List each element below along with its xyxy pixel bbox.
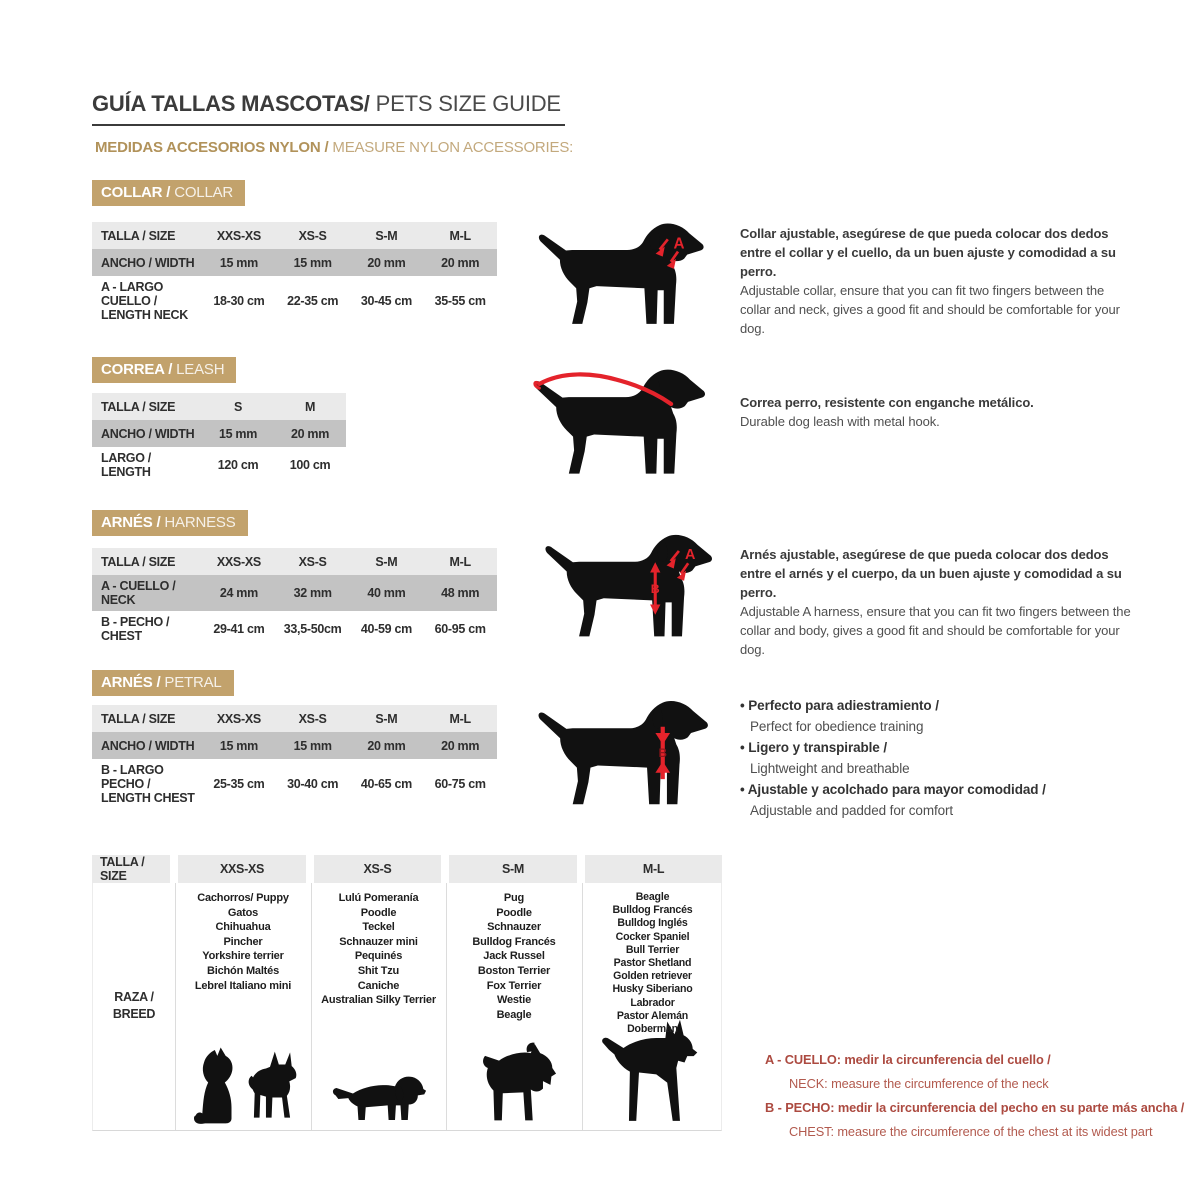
- leash-size-table: [92, 393, 346, 483]
- cell-value: 48 mm: [441, 586, 480, 600]
- table-row: [92, 548, 497, 575]
- table-row: [92, 420, 346, 447]
- breed-item: Jack Russel: [483, 950, 545, 963]
- chihuahua-silhouette: [245, 1050, 303, 1124]
- cell-value: 40 mm: [367, 586, 406, 600]
- table-row: [92, 393, 346, 420]
- dachshund-silhouette: [331, 1072, 427, 1126]
- breed-item: Doberman: [627, 1023, 678, 1036]
- badge-label-en: COLLAR: [174, 184, 234, 201]
- cell-value: 15 mm: [293, 255, 332, 270]
- svg-text:B: B: [658, 748, 667, 761]
- note-en: NECK: measure the circumference of the neck: [789, 1076, 1049, 1091]
- badge-label-en: LEASH: [176, 361, 225, 378]
- breed-item: Lulú Pomeranía: [338, 892, 419, 904]
- breed-table-body: [92, 883, 722, 1131]
- breed-item: Husky Siberiano: [612, 983, 693, 996]
- breed-row-label-en: BREED: [112, 1007, 156, 1021]
- cell-value: 20 mm: [367, 738, 406, 753]
- leash-handle: [535, 383, 539, 389]
- table-row: [92, 759, 497, 809]
- cell-value: 120 cm: [217, 458, 259, 472]
- row-label: ANCHO / WIDTH: [101, 426, 195, 441]
- cell-value: 32 mm: [293, 586, 332, 600]
- petral-feature-list: [740, 695, 1150, 821]
- harness-measure-b-marker: [650, 562, 660, 615]
- row-label: A - LARGO CUELLO / LENGTH NECK: [101, 280, 188, 322]
- breed-item: Westie: [496, 994, 532, 1007]
- breed-item: Lebrel Italiano mini: [194, 979, 292, 992]
- subtitle-es: MEDIDAS ACCESORIOS NYLON /: [95, 139, 333, 156]
- cell-value: 15 mm: [293, 738, 332, 753]
- breed-list: [450, 891, 578, 1022]
- note-es: B - PECHO: medir la circunferencia del pecho en su parte más ancha /: [765, 1100, 1185, 1115]
- leash-desc-en: Durable dog leash with metal hook.: [740, 414, 940, 429]
- cell-value: 60-75 cm: [434, 777, 486, 791]
- cell-value: 20 mm: [290, 426, 330, 441]
- breed-item: Bulldog Francés: [612, 904, 693, 917]
- breed-item: Bichón Maltés: [207, 964, 279, 977]
- breed-item: Schnauzer: [487, 921, 541, 934]
- breed-item: Bulldog Inglés: [617, 917, 688, 930]
- column-divider: [311, 883, 312, 1130]
- table-row: [92, 611, 497, 647]
- breed-item: Golden retriever: [613, 970, 692, 983]
- page-title-es: GUÍA TALLAS MASCOTAS/: [92, 90, 370, 116]
- cell-value: 40-65 cm: [360, 777, 412, 791]
- bullet-en: Adjustable and padded for comfort: [750, 803, 954, 818]
- row-label: LARGO / LENGTH: [101, 451, 151, 479]
- cell-value: 15 mm: [219, 255, 258, 270]
- breed-item: Pastor Shetland: [613, 957, 692, 970]
- cell-value: S: [233, 399, 243, 414]
- collar-desc-en: Adjustable collar, ensure that you can fit two fingers between the collar and neck, gives a good fit and should be comfortable for your dog.: [740, 283, 1120, 336]
- breed-item: Yorkshire terrier: [202, 950, 284, 963]
- breed-item: Caniche: [357, 979, 400, 992]
- page-subtitle: [95, 139, 573, 156]
- cell-value: XXS-XS: [216, 554, 261, 569]
- cell-value: 35-55 cm: [434, 294, 486, 308]
- cell-value: 29-41 cm: [213, 622, 265, 636]
- svg-text:A: A: [673, 235, 685, 253]
- badge-label-es: ARNÉS /: [101, 674, 165, 691]
- cell-value: 40-59 cm: [360, 622, 412, 636]
- petral-size-table: [92, 705, 497, 809]
- row-label: ANCHO / WIDTH: [101, 738, 195, 753]
- table-row: [92, 249, 497, 276]
- badge-label-en: PETRAL: [164, 674, 222, 691]
- breed-item: Labrador: [630, 996, 675, 1009]
- dog-petral-illustration: [535, 692, 713, 818]
- cell-value: 24 mm: [219, 586, 258, 600]
- breed-item: Bulldog Francés: [472, 935, 556, 948]
- cell-value: 20 mm: [441, 255, 480, 270]
- breed-item: Beagle: [635, 891, 670, 903]
- breed-list: [179, 891, 307, 993]
- breed-list: [586, 891, 719, 1036]
- breed-item: Gatos: [227, 906, 259, 919]
- breed-item: Bull Terrier: [625, 943, 680, 956]
- cell-value: 20 mm: [441, 738, 480, 753]
- harness-desc-en: Adjustable A harness, ensure that you can fit two fingers between the collar and body, gives a good fit and should be comfortable for your dog.: [740, 604, 1131, 657]
- cell-value: S-M: [375, 228, 398, 243]
- breed-row-label: [93, 989, 175, 1023]
- row-label: A - CUELLO / NECK: [101, 579, 176, 607]
- note-es: A - CUELLO: medir la circunferencia del cuello /: [765, 1052, 1051, 1067]
- leash-section-badge: [92, 357, 236, 383]
- breed-item: Poodle: [496, 906, 532, 919]
- breed-item: Teckel: [362, 921, 395, 934]
- svg-text:A: A: [685, 547, 696, 564]
- cell-value: 15 mm: [218, 426, 258, 441]
- breed-item: Boston Terrier: [477, 964, 551, 977]
- breed-size-table: [92, 855, 722, 1131]
- measuring-notes: [765, 1048, 1200, 1144]
- cell-value: M: [304, 399, 316, 414]
- page-title-en: PETS SIZE GUIDE: [369, 90, 561, 116]
- collar-description: [740, 224, 1132, 338]
- bullet-es: • Perfecto para adiestramiento /: [740, 695, 1150, 716]
- svg-text:B: B: [650, 582, 660, 597]
- column-divider: [582, 883, 583, 1130]
- cell-value: 30-45 cm: [360, 294, 412, 308]
- row-label: TALLA / SIZE: [101, 399, 176, 414]
- breed-item: Cocker Spaniel: [615, 930, 690, 943]
- cat-silhouette: [191, 1045, 237, 1125]
- cell-value: 30-40 cm: [287, 777, 339, 791]
- breed-header-size: XXS-XS: [178, 855, 306, 883]
- dog-collar-illustration: [532, 220, 712, 332]
- collar-desc-es: Collar ajustable, asegúrese de que pueda colocar dos dedos entre el collar y el cuello, da un buen ajuste y comodidad a su perro.: [740, 226, 1116, 279]
- table-row: [92, 276, 497, 326]
- row-label: TALLA / SIZE: [101, 554, 176, 569]
- bullet-es: • Ligero y transpirable /: [740, 737, 1150, 758]
- cell-value: M-L: [449, 554, 471, 569]
- cell-value: 20 mm: [367, 255, 406, 270]
- row-label: B - LARGO PECHO / LENGTH CHEST: [101, 763, 195, 805]
- dog-leash-illustration: [528, 366, 713, 482]
- table-row: [92, 222, 497, 249]
- breed-item: Fox Terrier: [486, 979, 542, 992]
- breed-item: Australian Silky Terrier: [321, 994, 436, 1007]
- row-label: TALLA / SIZE: [101, 228, 176, 243]
- table-row: [92, 447, 346, 483]
- cell-value: XXS-XS: [216, 711, 261, 726]
- breed-item: Cachorros/ Puppy: [197, 892, 289, 904]
- collar-size-table: [92, 222, 497, 326]
- table-row: [92, 732, 497, 759]
- breed-item: Beagle: [496, 1008, 532, 1021]
- cell-value: M-L: [449, 711, 471, 726]
- bullet-en: Lightweight and breathable: [750, 761, 910, 776]
- breed-header-label: TALLA / SIZE: [92, 855, 170, 883]
- harness-description: [740, 545, 1132, 659]
- table-row: [92, 575, 497, 611]
- page-title: [92, 91, 565, 126]
- column-divider: [446, 883, 447, 1130]
- schnauzer-silhouette: [471, 1040, 557, 1126]
- badge-label-es: COLLAR /: [101, 184, 175, 201]
- badge-label-es: CORREA /: [101, 361, 177, 378]
- breed-header-size: XS-S: [314, 855, 441, 883]
- harness-section-badge: [92, 510, 248, 536]
- dog-harness-illustration: [542, 526, 717, 650]
- cell-value: 25-35 cm: [213, 777, 265, 791]
- leash-desc-es: Correa perro, resistente con enganche metálico.: [740, 395, 1034, 410]
- breed-item: Poodle: [360, 906, 397, 919]
- cell-value: 22-35 cm: [287, 294, 339, 308]
- petral-section-badge: [92, 670, 234, 696]
- cell-value: XS-S: [298, 554, 327, 569]
- bullet-en: Perfect for obedience training: [750, 719, 924, 734]
- breed-item: Pastor Alemán: [616, 1009, 689, 1022]
- table-row: [92, 705, 497, 732]
- collar-section-badge: [92, 180, 245, 206]
- breed-header-size: M-L: [585, 855, 722, 883]
- cell-value: 33,5-50cm: [283, 622, 342, 636]
- badge-label-es: ARNÉS /: [101, 514, 165, 531]
- cell-value: XS-S: [298, 228, 327, 243]
- breed-item: Shit Tzu: [357, 964, 400, 977]
- breed-item: Pug: [503, 892, 525, 904]
- harness-desc-es: Arnés ajustable, asegúrese de que pueda colocar dos dedos entre el arnés y el cuerpo, da un buen ajuste y comodidad a su perro.: [740, 547, 1122, 600]
- row-label: ANCHO / WIDTH: [101, 255, 195, 270]
- badge-label-en: HARNESS: [164, 514, 236, 531]
- breed-item: Pequinés: [354, 950, 403, 963]
- cell-value: 100 cm: [289, 458, 331, 472]
- cell-value: 15 mm: [219, 738, 258, 753]
- column-divider: [175, 883, 176, 1130]
- cell-value: 18-30 cm: [213, 294, 265, 308]
- breed-header-size: S-M: [449, 855, 577, 883]
- cell-value: 60-95 cm: [434, 622, 486, 636]
- note-en: CHEST: measure the circumference of the chest at its widest part: [789, 1124, 1153, 1139]
- harness-size-table: [92, 548, 497, 647]
- cell-value: XS-S: [298, 711, 327, 726]
- breed-item: Pincher: [223, 935, 263, 948]
- cell-value: S-M: [375, 711, 398, 726]
- cell-value: XXS-XS: [216, 228, 261, 243]
- leash-description: [740, 393, 1132, 431]
- cell-value: S-M: [375, 554, 398, 569]
- subtitle-en: MEASURE NYLON ACCESSORIES:: [332, 139, 574, 156]
- breed-item: Chihuahua: [215, 921, 271, 934]
- bullet-es: • Ajustable y acolchado para mayor comodidad /: [740, 779, 1150, 800]
- cell-value: M-L: [449, 228, 471, 243]
- row-label: B - PECHO / CHEST: [101, 615, 170, 643]
- breed-item: Schnauzer mini: [339, 935, 418, 948]
- row-label: TALLA / SIZE: [101, 711, 176, 726]
- breed-row-label-es: RAZA /: [114, 990, 154, 1004]
- breed-list: [315, 891, 442, 1008]
